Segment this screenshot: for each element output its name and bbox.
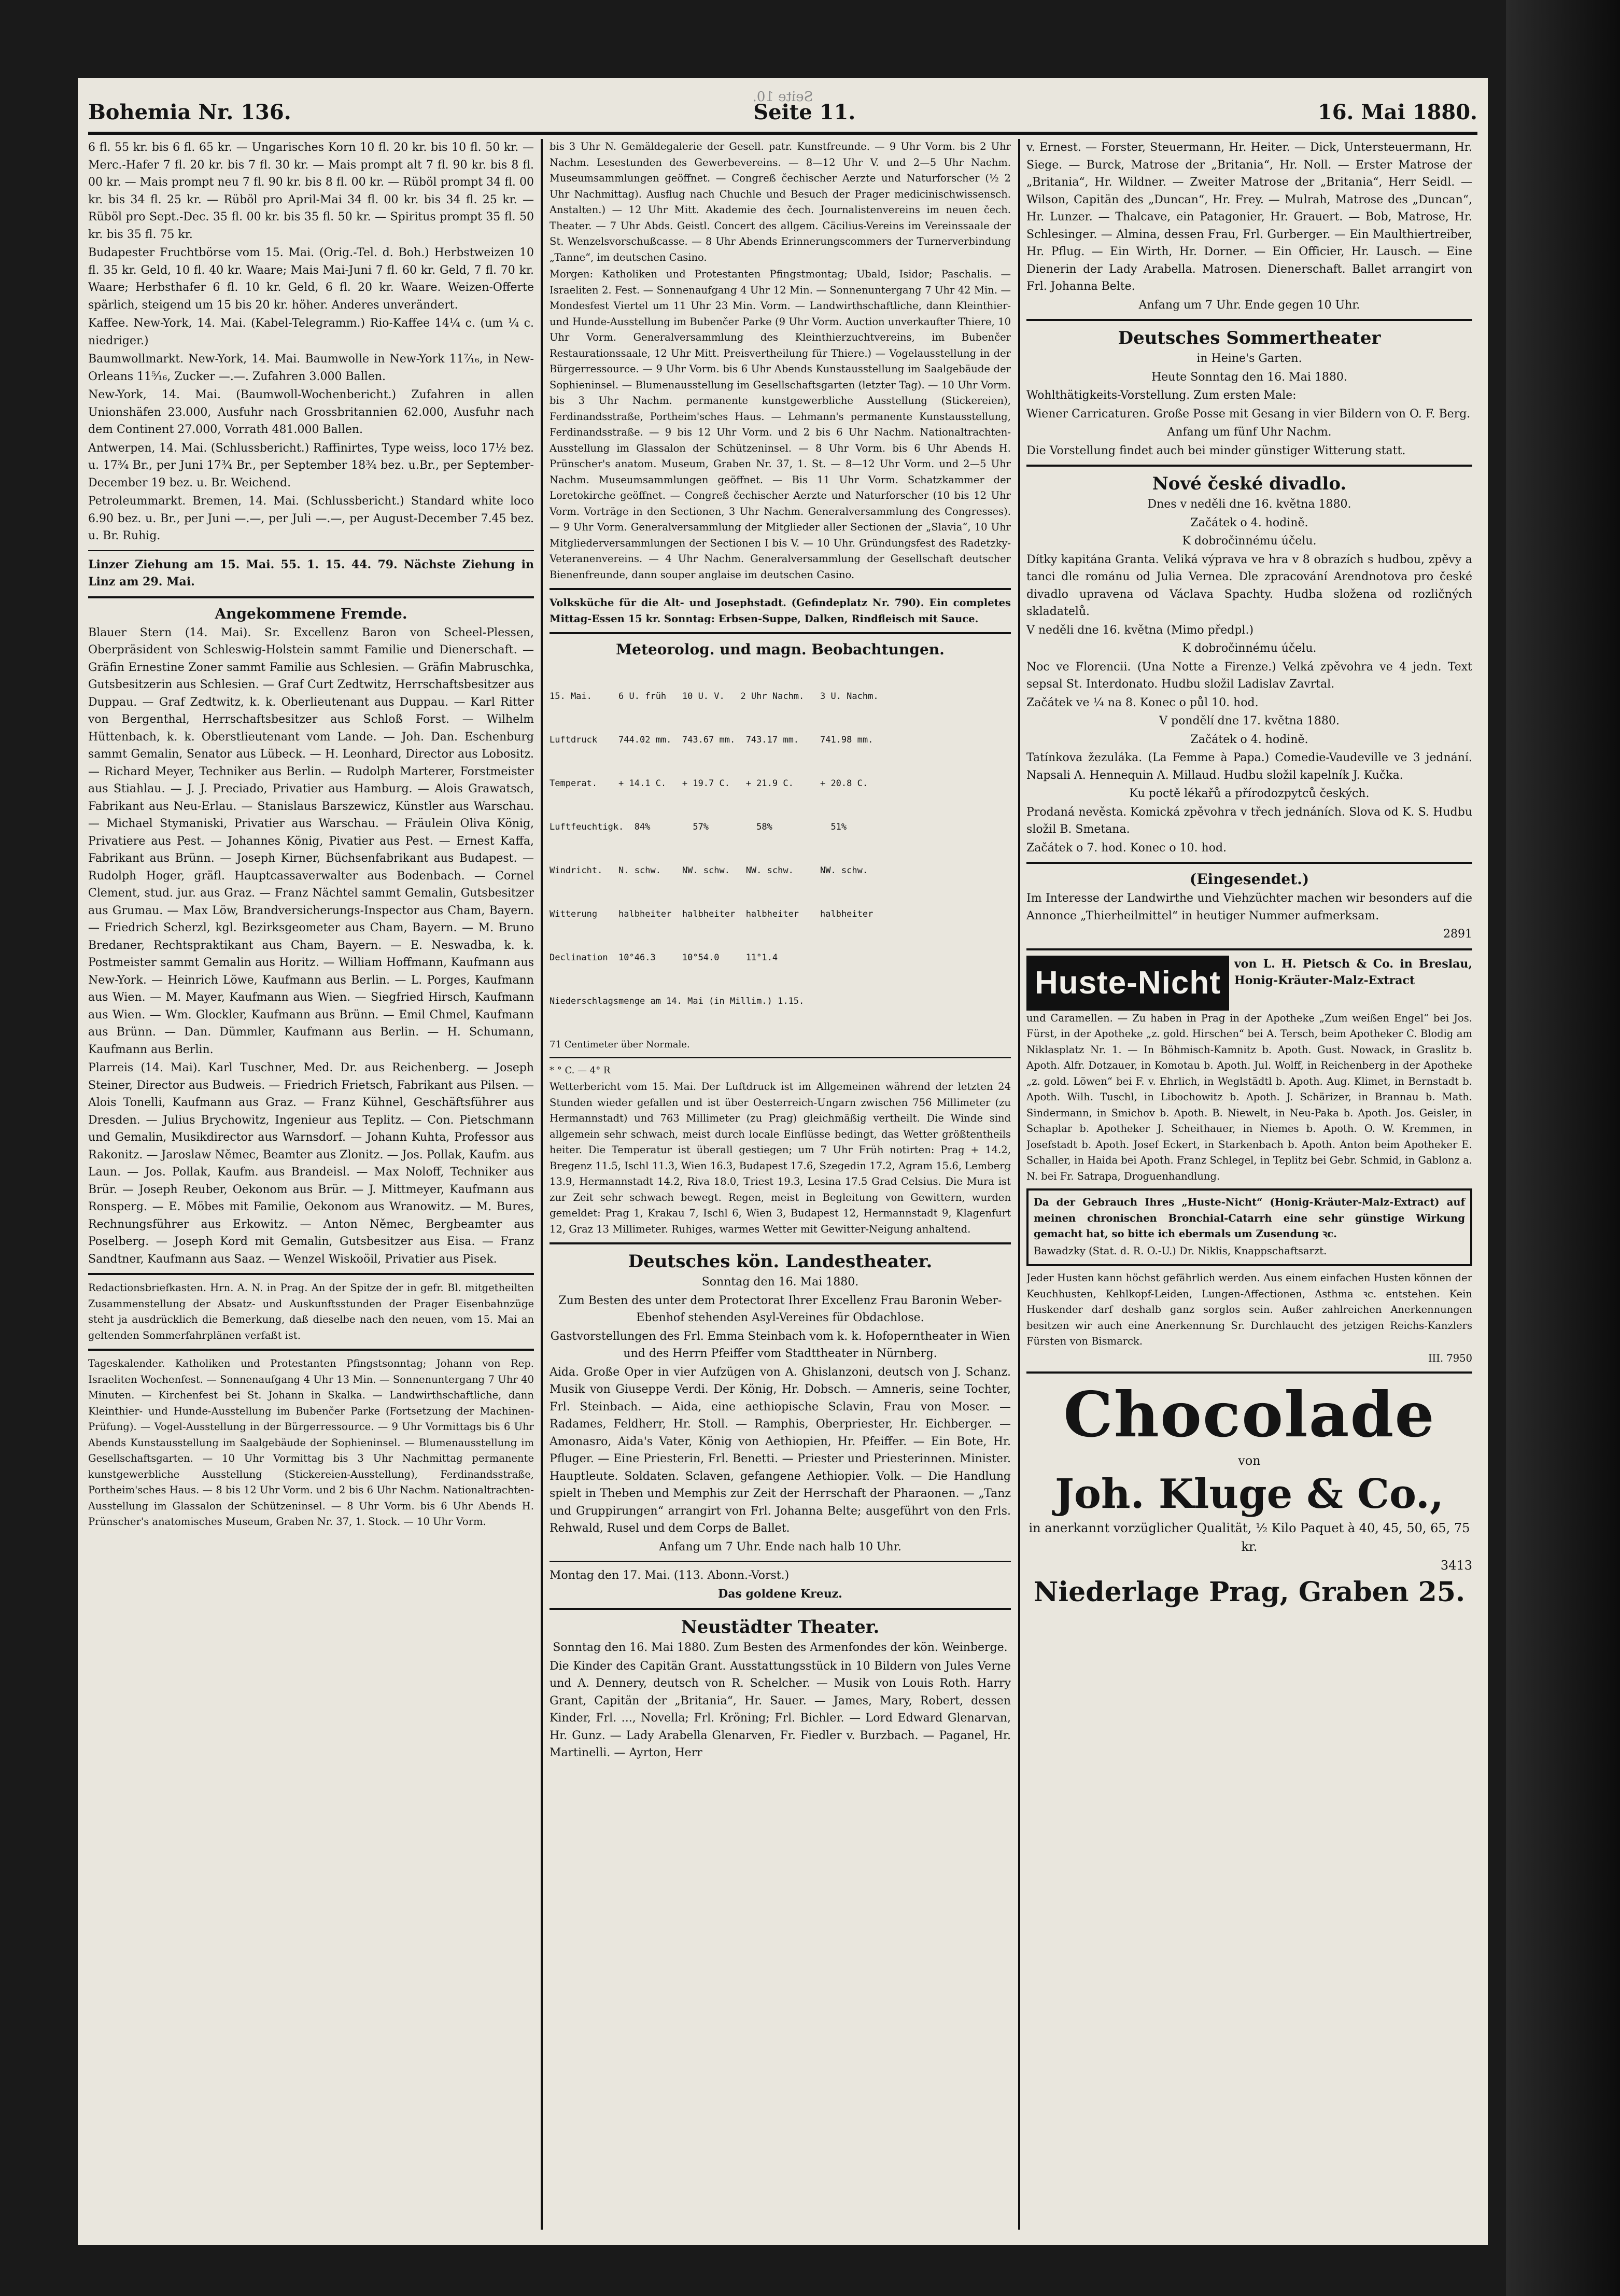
arrivals-title: Angekommene Fremde. xyxy=(215,605,407,622)
testimonial-text: Da der Gebrauch Ihres „Huste-Nicht“ (Honig-Kräuter-Malz-Extract) auf meinen chronischen Bronchial-Catarrh eine sehr günstige Wirkung gemacht hat, so bitte ich ebermals um Zusendung ꝛc. xyxy=(1034,1196,1465,1240)
arrivals-hotel: Plarreis (14. Mai). Karl Tuschner, Med. Dr. aus Reichenberg. — Joseph Steiner, Director aus Budweis. — Friedrich Frietsch, Fabrikant aus Pilsen. — Alois Tonelli, Kaufmann aus Graz. — Franz Kühnel, Geschäftsführer aus Dresden. — Julius Brychowitz, Ingenieur aus Teplitz. — Con. Pietschmann und Gemalin, Musikdirector aus Warnsdorf. — Johann Kuhta, Professor aus Rakonitz. — Jaroslaw Němec, Beamter aus Zlonitz. — Jos. Pollak, Kaufm. aus Laun. — Jos. Pollak, Kaufm. aus Brandeisl. — Max Noloff, Techniker aus Brür. — Joseph Reuber, Oekonom aus Brür. — J. Mittmeyer, Kaufmann aus Ronsperg. — E. Möbes mit Familie, Oekonom aus Wranowitz. — M. Bures, Rechnungsführer aus Erkowitz. — Anton Němec, Bergbeamter aus Poselberg. — Joseph Kord mit Gemalin, Gutsbesitzer aus Eisa. — Franz Sandtner, Kaufmann aus Saaz. — Wenzel Wiskoöil, Privatier aus Pisek. xyxy=(88,1061,534,1266)
scan-dark-edge xyxy=(1506,0,1620,2296)
huste-nicht-ad-header xyxy=(1026,956,1472,1011)
divider xyxy=(88,596,534,598)
divider xyxy=(550,1242,1011,1244)
header-left: Bohemia Nr. 136. xyxy=(88,100,291,124)
market-report: Petroleummarkt. Bremen, 14. Mai. (Schlussbericht.) Standard white loco 6.90 bez. u. Br., per Juni —.—, per Juli —.—, per August-December 7.45 bez. u. Br. Ruhig. xyxy=(88,495,534,542)
sommertheater-line: Anfang um fünf Uhr Nachm. xyxy=(1167,426,1332,439)
weather-degree-note: * ° C. — 4° R xyxy=(550,1065,611,1076)
nove-line: Začátek o 4. hodině. xyxy=(1190,733,1308,746)
divider xyxy=(1026,465,1472,467)
tomorrow-calendar: Morgen: Katholiken und Protestanten Pfingstmontag; Ubald, Isidor; Paschalis. — Israeliten 2. Fest. — Sonnenaufgang 4 Uhr 12 Min. — Sonnenuntergang 7 Uhr 42 Min. — Mondesfest Viertel um 11 Uhr 23 Min. Vorm. — Landwirthschaftliche, dann Kleinthier- und Hunde-Ausstellung im Bubenčer Parke (9 Uhr Vorm. Auction unverkaufter Thiere, 10 Uhr Vorm. Generalversammlung des Kleinthierzuchtvereins, im Bubenčer Restaurationssaale, 12 Uhr Mitt. Preisvertheilung für Thiere.) — Vogelausstellung in der Bürgerressource. — 9 Uhr Vorm. bis 6 Uhr Abends Kunstausstellung im Saalgebäude der Sophieninsel. — Blumenausstellung im Gesellschaftsgarten (letzter Tag). — 10 Uhr Vorm. bis 3 Uhr Nachm. permanente kunstgewerbliche Ausstellung (Stickereien), Ferdinandsstraße, Portheim'sches Haus. — Lehmann's permanente Kunstausstellung, Ferdinandsstraße. — 9 bis 12 Uhr Vorm. und 2 bis 6 Uhr Nachm. Nationaltrachten-Ausstellung im Glassalon der Schützeninsel. — 8 Uhr Vorm. bis 6 Uhr Abends H. Prünscher's anatom. Museum, Graben Nr. 37, 1. St. — 8—12 Uhr Vorm. und 2—5 Uhr Nachm. Museumsammlungen geöffnet. — Bis 11 Uhr Vorm. Schatzkammer der Loretokirche geöffnet. — Congreß čechischer Aerzte und Naturforscher (10 bis 12 Uhr Vorm. Vorträge in den Sectionen, 3 Uhr Nachm. Generalversammlung des Congresses). — 9 Uhr Vorm. Generalversammlung der Mitglieder aller Sectionen der „Slavia“, 10 Uhr Mitgliederversammlungen der Sectionen I bis V. — 10 Uhr. Gründungsfest des Radetzky-Veteranenvereins. — 4 Uhr Nachm. Generalversammlung der Gesellschaft deutscher Bienenfreunde, dann souper anglaise im deutschen Casino. xyxy=(550,268,1011,581)
column-2 xyxy=(550,139,1011,2230)
market-report: Kaffee. New-York, 14. Mai. (Kabel-Telegramm.) Rio-Kaffee 14¼ c. (um ¼ c. niedriger.) xyxy=(88,317,534,347)
weather-report: Wetterbericht vom 15. Mai. Der Luftdruck ist im Allgemeinen während der letzten 24 Stunden wieder gefallen und ist über Oesterreich-Ungarn zwischen 756 Millimeter (zu Hermannstadt) und 763 Millimeter (zu Prag) gleichmäßig vertheilt. Die Winde sind allgemein sehr schwach, meist durch locale Einflüsse bedingt, das Wetter größtentheils heiter. Die Temperatur ist überall gestiegen; um 7 Uhr Früh notirten: Prag + 14.2, Bregenz 11.5, Ischl 11.3, Wien 16.3, Budapest 17.6, Szegedin 17.2, Agram 15.6, Lemberg 13.9, Hermannstadt 14.2, Riva 18.0, Triest 19.3, Lesina 17.5 Grad Celsius. Die Mura ist zur Zeit sehr schwach bewegt. Regen, meist in Begleitung von Gewittern, wurden gemeldet: Prag 1, Krakau 7, Ischl 6, Wien 3, Budapest 12, Hermannstadt 9, Klagenfurt 12, Graz 13 Millimeter. Ruhiges, warmes Wetter mit Gewitter-Neigung anhaltend. xyxy=(550,1081,1011,1235)
landestheater-line: Sonntag den 16. Mai 1880. xyxy=(701,1276,859,1289)
landestheater-title: Deutsches kön. Landestheater. xyxy=(628,1251,933,1272)
landestheater-line: Gastvorstellungen des Frl. Emma Steinbach vom k. k. Hofoperntheater in Wien und des Herrn Pfeiffer vom Stadttheater in Nürnberg. xyxy=(550,1329,1010,1360)
nove-line: Dnes v neděli dne 16. května 1880. xyxy=(1147,498,1351,511)
chocolade-von: von xyxy=(1238,1453,1261,1468)
nove-line: V pondělí dne 17. května 1880. xyxy=(1159,715,1340,727)
nove-line: Začátek ve ¼ na 8. Konec o půl 10. hod. xyxy=(1026,696,1259,709)
nove-line: K dobročinnému účelu. xyxy=(1182,642,1317,655)
meteo-table xyxy=(550,660,1011,1038)
nove-line: Ku poctě lékařů a přírodozpytců českých. xyxy=(1129,787,1370,800)
grant-times: Anfang um 7 Uhr. Ende gegen 10 Uhr. xyxy=(1138,298,1360,312)
column-rule-1 xyxy=(541,139,543,2230)
nove-line: Tatínkova žezuláka. (La Femme à Papa.) Comedie-Vaudeville ve 3 jednání. Napsali A. Hennequin A. Millaud. Hudbu složil kapelník J. Kučka. xyxy=(1026,751,1472,782)
sommertheater-line: Wiener Carricaturen. Große Posse mit Gesang in vier Bildern von O. F. Berg. xyxy=(1026,407,1471,421)
divider xyxy=(550,1561,1011,1562)
header-right: 16. Mai 1880. xyxy=(1317,100,1477,124)
meteo-row: Temperat. + 14.1 C. + 19.7 C. + 21.9 C. + 20.8 C. xyxy=(550,778,868,789)
meteo-row: Witterung halbheiter halbheiter halbheiter halbheiter xyxy=(550,909,874,919)
day-calendar-continued: bis 3 Uhr N. Gemäldegalerie der Gesell. patr. Kunstfreunde. — 9 Uhr Vorm. bis 2 Uhr Nachm. Lesestunden des Gewerbevereins. — 8—12 Uhr V. und 2—5 Uhr Nachm. Museumsammlungen geöffnet. — Congreß čechischer Aerzte und Naturforscher (½ 2 Uhr Nachmittag). Ausflug nach Chuchle und Besuch der Prager medicinischwissensch. Anstalten.) — 12 Uhr Mitt. Akademie des čech. Journalistenvereins im neuen čech. Theater. — 7 Uhr Abds. Geistl. Concert des allgem. Cäcilius-Vereins im Vereinssaale der St. Wenzelsvorschußcasse. — 8 Uhr Abends Erinnerungscommers der Turnerverbindung „Tanne“, im deutschen Casino. xyxy=(550,141,1011,263)
nove-line: Noc ve Florencii. (Una Notte a Firenze.) Velká zpěvohra ve 4 jedn. Text sepsal St. Interdonato. Hudbu složil Ladislav Zavrtal. xyxy=(1026,660,1472,691)
column-rule-2 xyxy=(1018,139,1020,2230)
grant-cast-continued: v. Ernest. — Forster, Steuermann, Hr. Heiter. — Dick, Untersteuermann, Hr. Siege. — Burck, Matrose der „Britania“, Hr. Noll. — Erster Matrose der „Britania“, Hr. Wildner. — Zweiter Matrose der „Britania“, Herr Seidl. — Wilson, Capitän des „Duncan“, Hr. Frey. — Mulrah, Matrose des „Duncan“, Hr. Lunzer. — Thalcave, ein Patagonier, Hr. Grauert. — Bob, Matrose, Hr. Schlesinger. — Almina, dessen Frau, Frl. Gurberger. — Ein Maulthiertreiber, Hr. Pflug. — Ein Wirth, Hr. Dorner. — Ein Officier, Hr. Lausch. — Eine Dienerin der Lady Arabella. Matrosen. Dienerschaft. Ballet arrangirt von Frl. Johanna Belte. xyxy=(1026,141,1472,293)
divider xyxy=(1026,319,1472,321)
market-report: Budapester Fruchtbörse vom 15. Mai. (Orig.-Tel. d. Boh.) Herbstweizen 10 fl. 35 kr. Geld, 10 fl. 40 kr. Waare; Mais Mai-Juni 7 fl. 60 kr. Geld, 7 fl. 70 kr. Waare; Herbsthafer 6 fl. 10 kr. Geld, 6 fl. 20 kr. Waare. Weizen-Offerte spärlich, steigend um 15 bis 20 kr. höher. Anderes unverändert. xyxy=(88,246,534,312)
aida-times: Anfang um 7 Uhr. Ende nach halb 10 Uhr. xyxy=(659,1540,901,1553)
page-header xyxy=(88,89,1477,124)
divider xyxy=(88,550,534,551)
day-calendar: Tageskalender. Katholiken und Protestanten Pfingstsonntag; Johann von Rep. Israeliten Wochenfest. — Sonnenaufgang 4 Uhr 13 Min. — Sonnenuntergang 7 Uhr 40 Minuten. — Kirchenfest bei St. Johann in Skalka. — Landwirthschaftliche, dann Kleinthier- und Hunde-Ausstellung im Bubenčer Parke (Fortsetzung der Machinen-Prüfung). — Vogel-Ausstellung in der Bürgerressource. — 9 Uhr Vormittags bis 6 Uhr Abends Kunstausstellung im Saalgebäude der Sophieninsel. — Blumenausstellung im Gesellschaftsgarten. — 10 Uhr Vormittag bis 3 Uhr Nachmittag permanente kunstgewerbliche Ausstellung (Stickereien-Ausstellung), Ferdinandsstraße, Portheim'sches Haus. — 8 bis 12 Uhr Vorm. und 2 bis 6 Uhr Nachm. Nationaltrachten-Ausstellung im Glassalon der Schützeninsel. — 8 Uhr Vorm. bis 6 Uhr Abends H. Prünscher's anatomisches Museum, Graben Nr. 37, 1. Stock. — 10 Uhr Vorm. xyxy=(88,1357,534,1528)
header-center: Seite 11. xyxy=(753,100,856,124)
aida-program: Aida. Große Oper in vier Aufzügen von A. Ghislanzoni, deutsch von J. Schanz. Musik von Giuseppe Verdi. Der König, Hr. Dobsch. — Amneris, seine Tochter, Frl. Steinbach. — Aida, eine aethiopische Sclavin, Frau von Moser. — Radames, Feldherr, Hr. Stoll. — Ramphis, Oberpriester, Hr. Eichberger. — Amonasro, Aida's Vater, König von Aethiopien, Hr. Pfeiffer. — Ein Bote, Hr. Pfluger. — Eine Priesterin, Frl. Benetti. — Priester und Priesterinnen. Minister. Hauptleute. Soldaten. Sclaven, gefangene Aethiopier. Volk. — Die Handlung spielt in Theben und Memphis zur Zeit der Herrschaft der Pharaonen. — „Tanz und Gruppirungen“ arrangirt von Frl. Johanna Belte; ausgeführt von den Frls. Rehwald, Rusel und dem Corps de Ballet. xyxy=(550,1365,1011,1535)
meteo-note: 71 Centimeter über Normale. xyxy=(550,1039,690,1050)
divider xyxy=(550,588,1011,590)
grant-program: Die Kinder des Capitän Grant. Ausstattungsstück in 10 Bildern von Jules Verne und A. Dennery, deutsch von R. Schelcher. — Musik von Louis Roth. Harry Grant, Capitän der „Britania“, Hr. Sauer. — James, Mary, Robert, dessen Kinder, Frl. ..., Novella; Frl. Kröning; Frl. Bichler. — Lord Edward Glenarvan, Hr. Gunz. — Lady Arabella Glenarven, Fr. Fiedler v. Burzbach. — Paganel, Hr. Martinelli. — Ayrton, Herr xyxy=(550,1659,1011,1759)
divider xyxy=(550,632,1011,634)
nove-line: Začátek o 7. hod. Konec o 10. hod. xyxy=(1026,841,1227,855)
nove-line: V neděli dne 16. května (Mimo předpl.) xyxy=(1026,623,1254,637)
divider xyxy=(550,1057,1011,1058)
meteo-row: Niederschlagsmenge am 14. Mai (in Millim.) 1.15. xyxy=(550,996,805,1006)
header-rule xyxy=(88,132,1477,135)
huste-nicht-logo: Huste-Nicht xyxy=(1026,956,1229,1011)
header-ghost-bleedthrough: Seite 10. xyxy=(752,89,813,105)
divider xyxy=(88,1349,534,1351)
chocolade-price-line: in anerkannt vorzüglicher Qualität, ½ Kilo Paquet à 40, 45, 50, 65, 75 kr. xyxy=(1029,1521,1470,1554)
huste-nicht-testimonial xyxy=(1026,1188,1472,1266)
column-1 xyxy=(88,139,534,2230)
nove-line: Začátek o 4. hodině. xyxy=(1190,516,1308,529)
eingesendet-text: Im Interesse der Landwirthe und Viehzüchter machen wir besonders auf die Annonce „Thierheilmittel“ in heutiger Nummer aufmerksam. xyxy=(1026,892,1472,922)
chocolade-firm: Joh. Kluge & Co., xyxy=(1054,1471,1444,1518)
chocolade-title: Chocolade xyxy=(1063,1378,1435,1451)
meteo-row: Windricht. N. schw. NW. schw. NW. schw. NW. schw. xyxy=(550,865,868,876)
market-report: Antwerpen, 14. Mai. (Schlussbericht.) Raffinirtes, Type weiss, loco 17½ bez. u. 17¾ Br., per Juni 17¾ Br., per September 18¾ bez. u.Br., per September-December 19 bez. u. Br. Weichend. xyxy=(88,441,534,489)
sommertheater-line: Die Vorstellung findet auch bei minder günstiger Witterung statt. xyxy=(1026,444,1406,457)
chocolade-store: Niederlage Prag, Graben 25. xyxy=(1033,1576,1466,1608)
eingesendet-title: (Eingesendet.) xyxy=(1189,871,1309,888)
market-report: Baumwollmarkt. New-York, 14. Mai. Baumwolle in New-York 11⁷⁄₁₆, in New-Orleans 11⁵⁄₁₆, Zucker —.—. Zufahren 3.000 Ballen. xyxy=(88,353,534,383)
market-report: New-York, 14. Mai. (Baumwoll-Wochenbericht.) Zufahren in allen Unionshäfen 23.000, Ausfuhr nach Grossbritannien 62.000, Ausfuhr nach dem Continent 27.000, Vorrath 481.000 Ballen. xyxy=(88,388,534,436)
arrivals-hotel: Blauer Stern (14. Mai). Sr. Excellenz Baron von Scheel-Plessen, Oberpräsident von Schleswig-Holstein sammt Familie und Dienerschaft. — Gräfin Ernestine Zoner sammt Familie aus Schlesien. — Gräfin Mabruschka, Gutsbesitzerin aus Schlesien. — Graf Curt Zedtwitz, Herrschaftsbesitzer aus Duppau. — Graf Zedtwitz, k. k. Oberlieutenant aus Duppau. — Karl Ritter von Bergenthal, Herrschaftsbesitzer aus Schloß Forst. — Wilhelm Hüttenbach, k. k. Oberstlieutenant vom Lande. — Joh. Dan. Eschenburg sammt Gemalin, Senator aus Lübeck. — H. Leonhard, Director aus Lobositz. — Richard Meyer, Techniker aus Berlin. — Rudolph Marterer, Forstmeister aus Stiahlau. — J. J. Preciado, Privatier aus Hamburg. — Alois Grawatsch, Fabrikant aus Neu-Erlau. — Stanislaus Barszewicz, Künstler aus Warschau. — Michael Stymaniski, Privatier aus Warschau. — Fräulein Oliva König, Privatiere aus Pest. — Johannes König, Pivatier aus Pest. — Ernest Kaffa, Fabrikant aus Brünn. — Joseph Kirner, Büchsenfabrikant aus Budapest. — Rudolph Hoger, gräfl. Hauptcassaverwalter aus Bodenbach. — Cornel Clement, stud. jur. aus Graz. — Franz Nächtel sammt Gemalin, Gutsbesitzer aus Grumau. — Max Löw, Brandversicherungs-Inspector aus Cham, Bayern. — Friedrich Scherzl, kgl. Bezirksgeometer aus Cham, Bayern. — M. Bruno Bredaner, Rechtspraktikant aus Cham, Bayern. — E. Neswadba, k. k. Postmeister sammt Gemalin aus Horitz. — William Hoffmann, Kaufmann aus New-York. — Heinrich Löwe, Kaufmann aus Berlin. — L. Porges, Kaufmann aus Wien. — M. Mayer, Kaufmann aus Wien. — Siegfried Hirsch, Kaufmann aus Wien. — Wm. Glockler, Kaufmann aus Brünn. — Emil Chmel, Kaufmann aus Brünn. — Dan. Dümmler, Kaufmann aus Berlin. — H. Schumann, Kaufmann aus Berlin. xyxy=(88,626,534,1056)
meteo-title: Meteorolog. und magn. Beobachtungen. xyxy=(616,641,945,658)
divider xyxy=(1026,1371,1472,1374)
huste-nicht-maker: von L. H. Pietsch & Co. in Breslau, Honig-Kräuter-Malz-Extract xyxy=(1234,957,1472,987)
neustaedter-title: Neustädter Theater. xyxy=(681,1617,880,1637)
meteo-row: Luftdruck 744.02 mm. 743.67 mm. 743.17 mm. 741.98 mm. xyxy=(550,735,874,745)
divider xyxy=(550,1608,1011,1610)
nove-line: Dítky kapitána Granta. Veliká výprava ve hra v 8 obrazích s hudbou, zpěvy a tanci dle románu od Julia Vernea. Dle zpracování Arendnotova pro české divadlo upravena od Václava Spachty. Hudba složena od rozličných skladatelů. xyxy=(1026,553,1472,618)
divider xyxy=(1026,948,1472,950)
newspaper-page xyxy=(78,78,1488,2245)
soup-kitchen-notice: Volksküche für die Alt- und Josephstadt. (Gefindeplatz Nr. 790). Ein completes Mittag-Essen 15 kr. Sonntag: Erbsen-Suppe, Dalken, Rindfleisch mit Sauce. xyxy=(550,597,1011,625)
nove-line: K dobročinnému účelu. xyxy=(1182,535,1317,548)
sommertheater-line: in Heine's Garten. xyxy=(1196,352,1302,365)
sommertheater-title: Deutsches Sommertheater xyxy=(1118,328,1381,348)
sommertheater-line: Heute Sonntag den 16. Mai 1880. xyxy=(1151,370,1347,384)
column-3 xyxy=(1026,139,1472,2230)
nove-divadlo-title: Nové české divadlo. xyxy=(1152,473,1347,494)
meteo-row: Declination 10°46.3 10°54.0 11°1.4 xyxy=(550,953,778,963)
redaction-mailbox: Redactionsbriefkasten. Hrn. A. N. in Prag. An der Spitze der in gefr. Bl. mitgetheilten Zusammenstellung der Absatz- und Auskunftsstunden der Prager Eisenbahnzüge steht ja ausdrücklich die Bemerkung, daß dieselbe nach den neuen, vom 15. Mai an geltenden Sommerfahrplänen verfaßt ist. xyxy=(88,1282,534,1341)
nove-line: Prodaná nevěsta. Komická zpěvohra v třech jednáních. Slova od K. S. Hudbu složil B. Smetana. xyxy=(1026,805,1472,836)
linzer-lottery: Linzer Ziehung am 15. Mai. 55. 1. 15. 44. 79. Nächste Ziehung in Linz am 29. Mai. xyxy=(88,557,534,589)
meteo-row: Luftfeuchtigk. 84% 57% 58% 51% xyxy=(550,822,847,832)
sommertheater-line: Wohlthätigkeits-Vorstellung. Zum ersten Male: xyxy=(1026,389,1297,402)
chocolade-ad-number: 3413 xyxy=(1440,1558,1472,1573)
huste-nicht-warning: Jeder Husten kann höchst gefährlich werden. Aus einem einfachen Husten können der Keuchhusten, Kehlkopf-Leiden, Lungen-Affectionen, Asthma ꝛc. entstehen. Kein Huskender darf deshalb ganz sorglos sein. Außer zahlreichen Anerkennungen besitzen wir auch eine Anerkennung Sr. Durchlaucht des jetzigen Reichs-Kanzlers Fürsten von Bismarck. xyxy=(1026,1272,1472,1347)
meteo-row: 15. Mai. 6 U. früh 10 U. V. 2 Uhr Nachm. 3 U. Nachm. xyxy=(550,691,879,702)
divider xyxy=(88,1273,534,1275)
huste-nicht-stockists: und Caramellen. — Zu haben in Prag in der Apotheke „Zum weißen Engel“ bei Jos. Fürst, in der Apotheke „z. gold. Hirschen“ bei A. Tersch, beim Apotheker C. Blodig am Niklasplatz Nr. 1. — In Böhmisch-Kamnitz b. Apoth. Gust. Nowack, in Graslitz b. Apoth. Alfr. Dotzauer, in Komotau b. Apoth. Jul. Wolff, in Reichenberg in der Apotheke „z. gold. Löwen“ bei F. v. Ehrlich, in Weglstädtl b. Apoth. Aug. Klimet, in Bernstadt b. Apoth. Wilh. Tuschl, in Libochowitz b. Apoth. J. Schärizer, in Brannau b. Math. Sindermann, in Smichov b. Apoth. B. Niewelt, in Neu-Paka b. Apoth. Jos. Geisler, in Schaplar b. Apotheker J. Scheithauer, in Niemes b. Apoth. O. W. Kremmen, in Josefstadt b. Apoth. Josef Eckert, in Starkenbach b. Apoth. Anton beim Apotheker E. Schaller, in Haida bei Apoth. Franz Schlegel, in Teplitz bei Gebr. Schmid, in Gablonz a. N. bei Fr. Satrapa, Droguenhandlung. xyxy=(1026,1012,1472,1182)
neustaedter-line: Sonntag den 16. Mai 1880. Zum Besten des Armenfondes der kön. Weinberge. xyxy=(553,1641,1008,1654)
monday-play: Das goldene Kreuz. xyxy=(718,1587,842,1601)
monday-notice: Montag den 17. Mai. (113. Abonn.-Vorst.) xyxy=(550,1569,790,1582)
testimonial-signature: Bawadzky (Stat. d. R. O.-U.) Dr. Niklis, Knappschaftsarzt. xyxy=(1034,1244,1327,1257)
eingesendet-number: 2891 xyxy=(1443,928,1472,941)
market-report: 6 fl. 55 kr. bis 6 fl. 65 kr. — Ungarisches Korn 10 fl. 20 kr. bis 10 fl. 50 kr. — Merc.-Hafer 7 fl. 20 kr. bis 7 fl. 30 kr. — Mais prompt alt 7 fl. 90 kr. bis 8 fl. 00 kr. — Mais prompt neu 7 fl. 90 kr. bis 8 fl. 00 kr. — Rüböl prompt 34 fl. 00 kr. bis 34 fl. 25 kr. — Rüböl pro April-Mai 34 fl. 00 kr. bis 34 fl. 25 kr. — Rüböl pro Sept.-Dec. 35 fl. 00 kr. bis 35 fl. 50 kr. — Spiritus prompt 35 fl. 50 kr. bis 35 fl. 75 kr. xyxy=(88,141,534,241)
huste-nicht-ad-number: III. 7950 xyxy=(1428,1352,1472,1364)
divider xyxy=(1026,862,1472,864)
landestheater-line: Zum Besten des unter dem Protectorat Ihrer Excellenz Frau Baronin Weber-Ebenhof stehenden Asyl-Vereines für Obdachlose. xyxy=(558,1294,1002,1324)
